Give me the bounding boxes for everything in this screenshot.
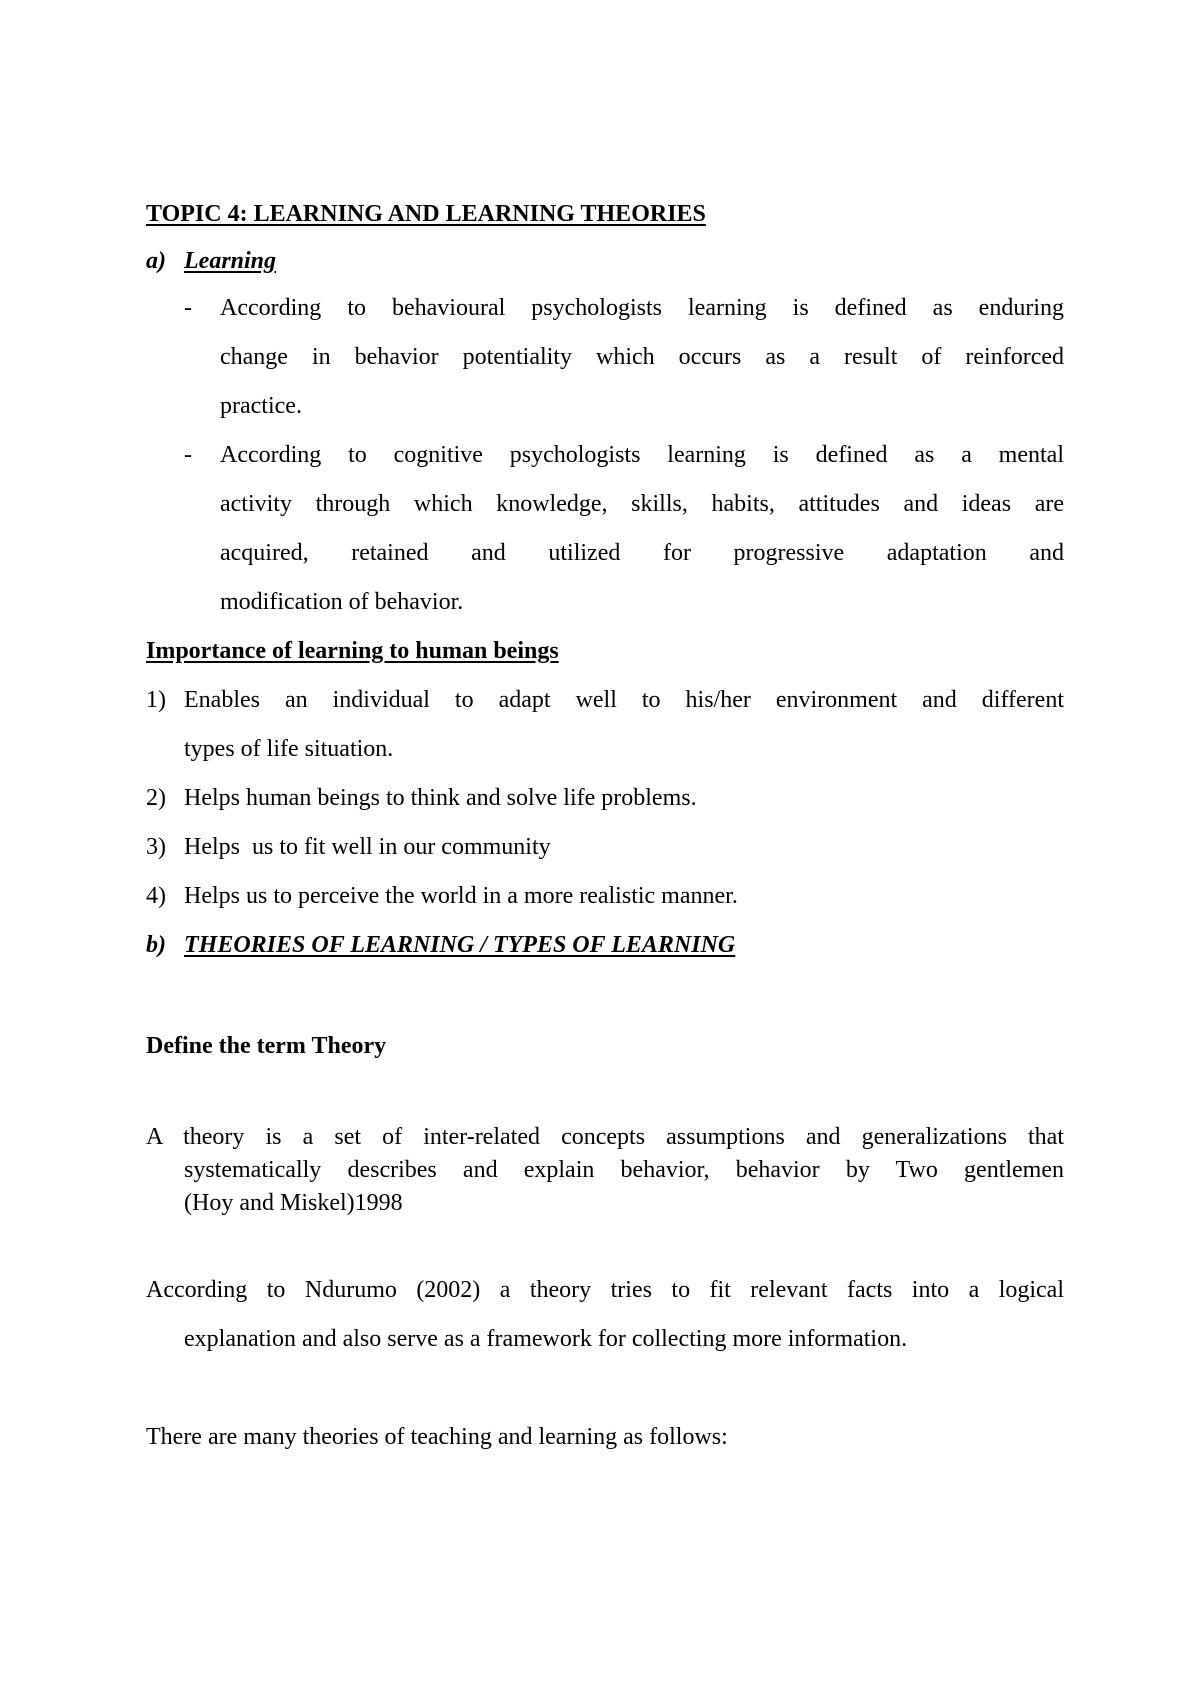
item-number: 4): [146, 883, 166, 909]
bullet-2-line-2: activity through which knowledge, skills, habits, attitudes and ideas are: [220, 491, 1064, 517]
closing-sentence: There are many theories of teaching and learning as follows:: [146, 1424, 728, 1450]
bullet-1-line-1: According to behavioural psychologists learning is defined as enduring: [220, 295, 1064, 321]
importance-heading: Importance of learning to human beings: [146, 638, 559, 664]
importance-item-1: [146, 676, 1064, 774]
item-1-line-2: types of life situation.: [184, 736, 394, 762]
bullet-2-line-1: According to cognitive psychologists learning is defined as a mental: [220, 442, 1064, 468]
item-2-text: Helps human beings to think and solve life problems.: [184, 785, 697, 811]
theory-def-line-3: (Hoy and Miskel)1998: [184, 1190, 403, 1216]
theory-def-line-1: A theory is a set of inter-related concepts assumptions and generalizations that: [146, 1124, 1064, 1150]
section-a-title: Learning: [184, 248, 277, 274]
item-number: 1): [146, 687, 166, 713]
item-3-text: Helps us to fit well in our community: [184, 834, 551, 860]
section-b-marker: b): [146, 932, 166, 958]
item-4-text: Helps us to perceive the world in a more realistic manner.: [184, 883, 738, 909]
learning-bullet-2: [146, 431, 1064, 627]
topic-title: TOPIC 4: LEARNING AND LEARNING THEORIES: [146, 201, 706, 227]
item-1-line-1: Enables an individual to adapt well to his/her environment and different: [184, 687, 1064, 713]
bullet-1-line-3: practice.: [220, 393, 302, 419]
learning-bullet-1: [146, 284, 1064, 431]
section-a-marker: a): [146, 248, 166, 274]
bullet-dash: -: [184, 295, 192, 321]
bullet-dash: -: [184, 442, 192, 468]
ndurumo-line-2: explanation and also serve as a framework for collecting more information.: [184, 1326, 908, 1352]
ndurumo-line-1: According to Ndurumo (2002) a theory tries to fit relevant facts into a logical: [146, 1277, 1064, 1303]
item-number: 2): [146, 785, 166, 811]
bullet-2-line-4: modification of behavior.: [220, 589, 464, 615]
theory-definition: [146, 1121, 1064, 1220]
ndurumo-paragraph: [146, 1266, 1064, 1364]
section-b-title: THEORIES OF LEARNING / TYPES OF LEARNING: [184, 932, 736, 958]
theory-def-line-2: systematically describes and explain behavior, behavior by Two gentlemen: [184, 1157, 1064, 1183]
define-heading: Define the term Theory: [146, 1033, 387, 1059]
bullet-2-line-3: acquired, retained and utilized for progressive adaptation and: [220, 540, 1064, 566]
bullet-1-line-2: change in behavior potentiality which occurs as a result of reinforced: [220, 344, 1064, 370]
item-number: 3): [146, 834, 166, 860]
